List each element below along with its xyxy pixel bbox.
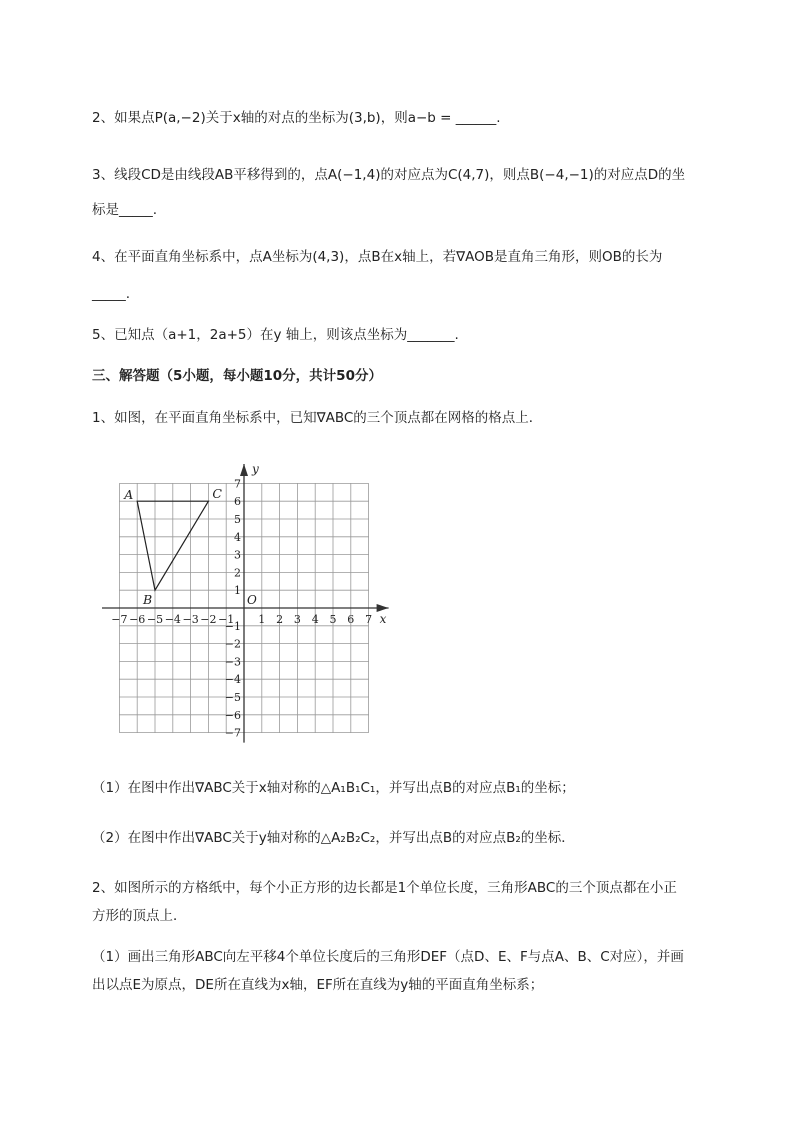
y-tick-label: −6	[224, 708, 241, 722]
origin-label: O	[247, 593, 257, 607]
question-4-line-2: _____.	[92, 286, 131, 302]
vertex-label-b: B	[143, 592, 153, 608]
x-tick-label: 2	[276, 613, 284, 626]
x-tick-label: 6	[347, 613, 355, 626]
question-3-line-2: 标是_____.	[92, 202, 158, 218]
question-4-line-1: 4、在平面直角坐标系中，点A坐标为(4,3)，点B在x轴上，若∇AOB是直角三角形，则OB的长为	[92, 249, 663, 265]
x-tick-label: 5	[329, 613, 337, 626]
x-tick-label: 7	[365, 613, 373, 626]
x-tick-label: 4	[311, 613, 319, 626]
question-2: 2、如果点P(a,−2)关于x轴的对点的坐标为(3,b)，则a−b = ______.	[92, 110, 501, 126]
x-tick-label: 3	[293, 613, 301, 626]
problem-2-stem-line-1: 2、如图所示的方格纸中，每个小正方形的边长都是1个单位长度，三角形ABC的三个顶点都在小正	[92, 880, 677, 896]
x-axis-label: x	[379, 612, 387, 626]
x-tick-label: −1	[218, 613, 235, 626]
x-tick-label: −3	[182, 613, 199, 626]
y-axis-label: y	[252, 462, 259, 476]
problem-2-sub-1-line-2: 出以点E为原点，DE所在直线为x轴，EF所在直线为y轴的平面直角坐标系；	[92, 977, 544, 993]
y-tick-label: −3	[224, 655, 241, 669]
problem-1-sub-2: （2）在图中作出∇ABC关于y轴对称的△A₂B₂C₂，并写出点B的对应点B₂的坐标．	[92, 830, 575, 846]
y-tick-label: −1	[224, 619, 241, 633]
y-tick-label: −2	[224, 637, 241, 651]
coordinate-figure	[98, 458, 398, 752]
problem-1-sub-1: （1）在图中作出∇ABC关于x轴对称的△A₁B₁C₁，并写出点B的对应点B₁的坐标；	[92, 780, 575, 796]
x-tick-label: −7	[111, 613, 128, 626]
vertex-label-c: C	[212, 486, 222, 502]
problem-2-sub-1-line-1: （1）画出三角形ABC向左平移4个单位长度后的三角形DEF（点D、E、F与点A、B、C对应），并画	[92, 949, 684, 965]
y-tick-label: 4	[234, 530, 241, 544]
question-5: 5、已知点（a+1，2a+5）在y 轴上，则该点坐标为_______.	[92, 327, 459, 343]
x-tick-label: −6	[129, 613, 146, 626]
y-tick-label: 7	[234, 477, 241, 491]
problem-2-stem-line-2: 方形的顶点上．	[92, 908, 187, 924]
y-tick-label: 1	[234, 584, 241, 598]
y-tick-label: 5	[234, 513, 241, 526]
y-tick-label: 3	[234, 548, 241, 562]
vertex-label-a: A	[124, 487, 134, 503]
x-tick-label: 1	[258, 613, 266, 626]
y-tick-label: −7	[224, 726, 241, 740]
problem-1-stem: 1、如图，在平面直角坐标系中，已知∇ABC的三个顶点都在网格的格点上．	[92, 410, 543, 426]
y-axis-arrow	[240, 464, 248, 476]
y-tick-label: 2	[234, 566, 241, 580]
x-axis-arrow	[377, 604, 389, 612]
x-tick-label: −5	[146, 613, 164, 626]
y-tick-label: −5	[224, 691, 241, 704]
y-tick-label: 6	[234, 495, 241, 509]
x-tick-label: −4	[164, 613, 181, 626]
x-tick-label: −2	[200, 613, 217, 626]
section-3-title: 三、解答题（5小题，每小题10分，共计50分）	[92, 368, 382, 384]
question-3-line-1: 3、线段CD是由线段AB平移得到的，点A(−1,4)的对应点为C(4,7)，则点B(−4,−1)的对应点D的坐	[92, 167, 686, 183]
y-tick-label: −4	[224, 673, 241, 687]
